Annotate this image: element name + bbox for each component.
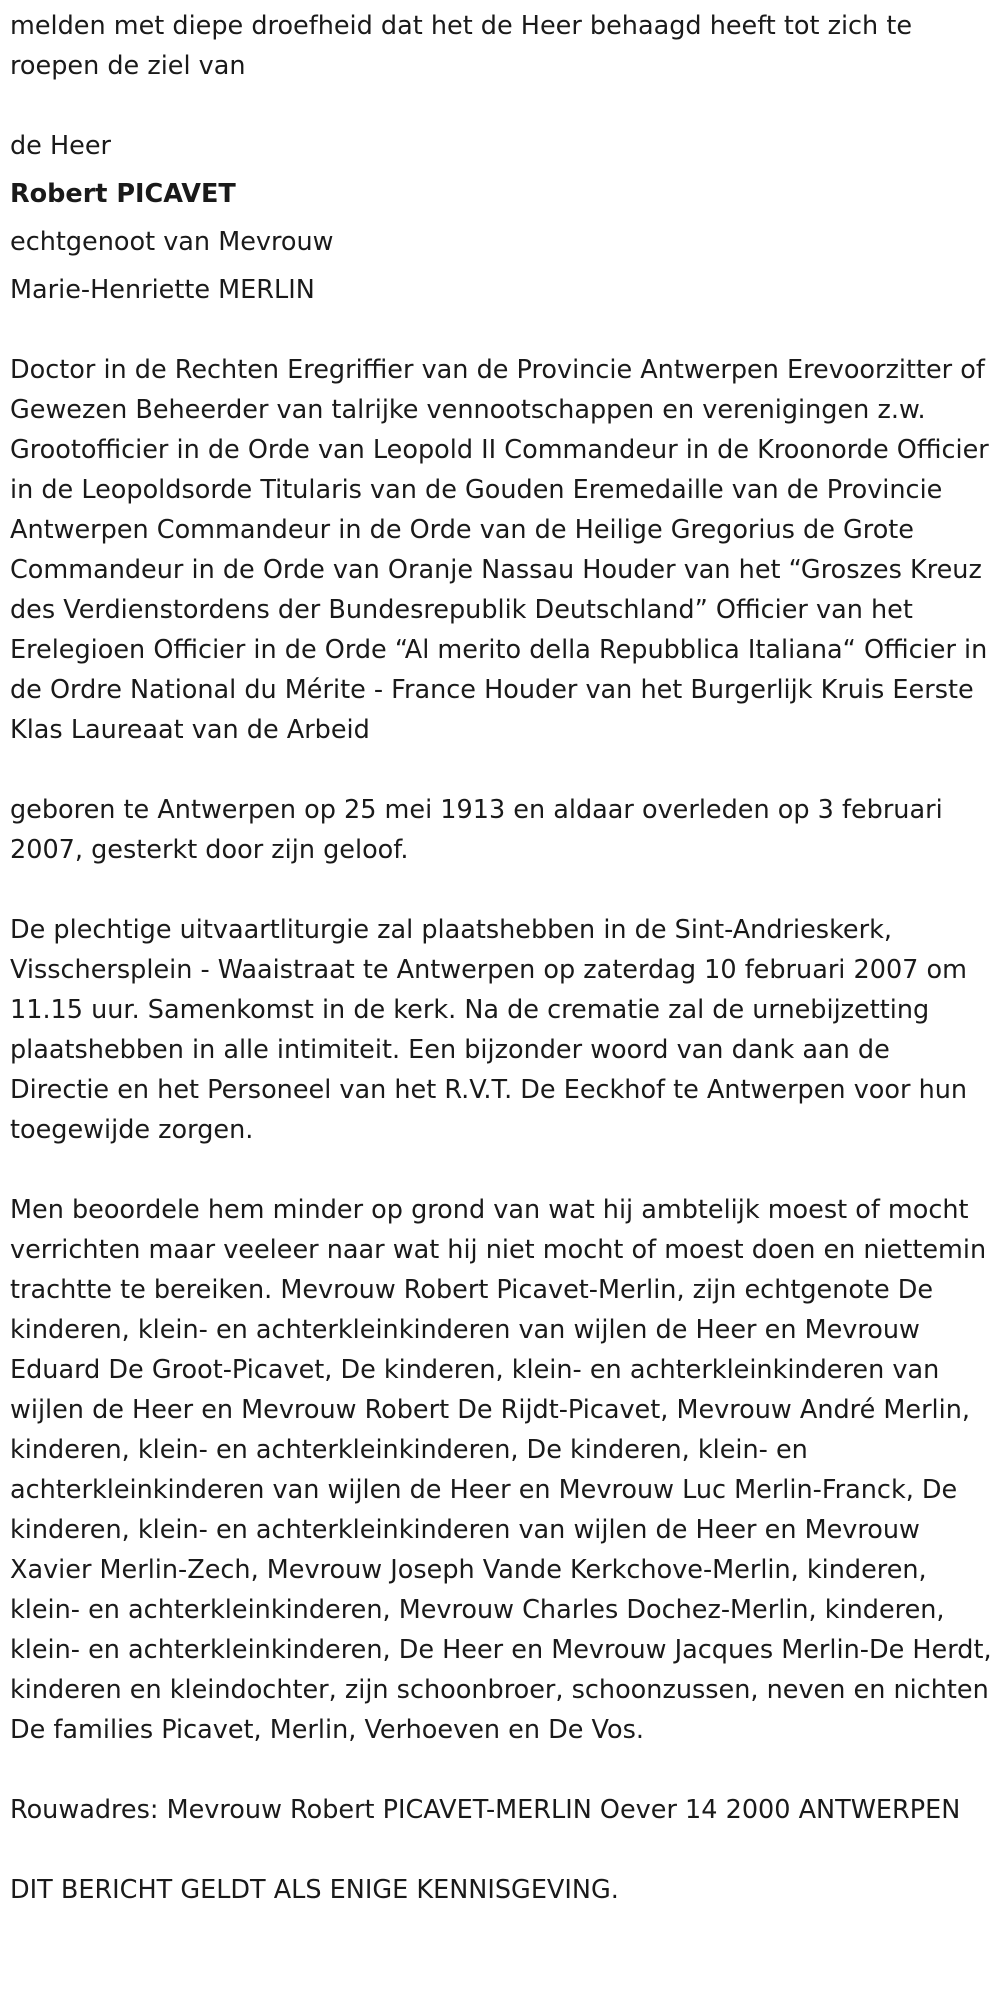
obituary-document <box>10 6 995 1910</box>
funeral-paragraph: De plechtige uitvaartliturgie zal plaatshebben in de Sint-Andrieskerk, Visschersplein - Waaistraat te Antwerpen op zaterdag 10 februari 2007 om 11.15 uur. Samenkomst in de kerk. Na de crematie zal de urnebijzetting plaatshebben in alle intimiteit. Een bijzonder woord van dank aan de Directie en het Personeel van het R.V.T. De Eeckhof te Antwerpen voor hun toegewijde zorgen. <box>10 915 968 1145</box>
spacer <box>10 86 995 126</box>
notice-paragraph: DIT BERICHT GELDT ALS ENIGE KENNISGEVING. <box>10 1875 619 1905</box>
spacer <box>10 166 995 174</box>
family-paragraph: Men beoordele hem minder op grond van wat hij ambtelijk moest of mocht verrichten maar veeleer naar wat hij niet mocht of moest doen en niettemin trachtte te bereiken. Mevrouw Robert Picavet-Merlin, zijn echtgenote De kinderen, klein- en achterkleinkinderen van wijlen de Heer en Mevrouw Eduard De Groot-Picavet, De kinderen, klein- en achterkleinkinderen van wijlen de Heer en Mevrouw Robert De Rijdt-Picavet, Mevrouw André Merlin, kinderen, klein- en achterkleinkinderen, De kinderen, klein- en achterkleinkinderen van wijlen de Heer en Mevrouw Luc Merlin-Franck, De kinderen, klein- en achterkleinkinderen van wijlen de Heer en Mevrouw Xavier Merlin-Zech, Mevrouw Joseph Vande Kerkchove-Merlin, kinderen, klein- en achterkleinkinderen, Mevrouw Charles Dochez-Merlin, kinderen, klein- en achterkleinkinderen, De Heer en Mevrouw Jacques Merlin-De Herdt, kinderen en kleindochter, zijn schoonbroer, schoonzussen, neven en nichten De families Picavet, Merlin, Verhoeven en De Vos. <box>10 1195 992 1745</box>
spouse-name: Marie-Henriette MERLIN <box>10 275 315 305</box>
spacer <box>10 1150 995 1190</box>
honorific: de Heer <box>10 131 112 161</box>
spacer <box>10 310 995 350</box>
spouse-label: echtgenoot van Mevrouw <box>10 227 334 257</box>
spacer <box>10 1830 995 1870</box>
address-paragraph: Rouwadres: Mevrouw Robert PICAVET-MERLIN Oever 14 2000 ANTWERPEN <box>10 1795 961 1825</box>
spacer <box>10 262 995 270</box>
intro-paragraph: melden met diepe droefheid dat het de Heer behaagd heeft tot zich te roepen de ziel van <box>10 11 913 81</box>
deceased-name: Robert PICAVET <box>10 179 236 209</box>
spacer <box>10 750 995 790</box>
spacer <box>10 870 995 910</box>
spacer <box>10 1750 995 1790</box>
spacer <box>10 214 995 222</box>
birth-death-paragraph: geboren te Antwerpen op 25 mei 1913 en aldaar overleden op 3 februari 2007, gesterkt door zijn geloof. <box>10 795 943 865</box>
titles-paragraph: Doctor in de Rechten Eregriffier van de Provincie Antwerpen Erevoorzitter of Gewezen Beheerder van talrijke vennootschappen en verenigingen z.w. Grootofficier in de Orde van Leopold II Commandeur in de Kroonorde Officier in de Leopoldsorde Titularis van de Gouden Eremedaille van de Provincie Antwerpen Commandeur in de Orde van de Heilige Gregorius de Grote Commandeur in de Orde van Oranje Nassau Houder van het “Groszes Kreuz des Verdienstordens der Bundesrepublik Deutschland” Officier van het Erelegioen Officier in de Orde “Al merito della Repubblica Italiana“ Officier in de Ordre National du Mérite - France Houder van het Burgerlijk Kruis Eerste Klas Laureaat van de Arbeid <box>10 355 989 745</box>
